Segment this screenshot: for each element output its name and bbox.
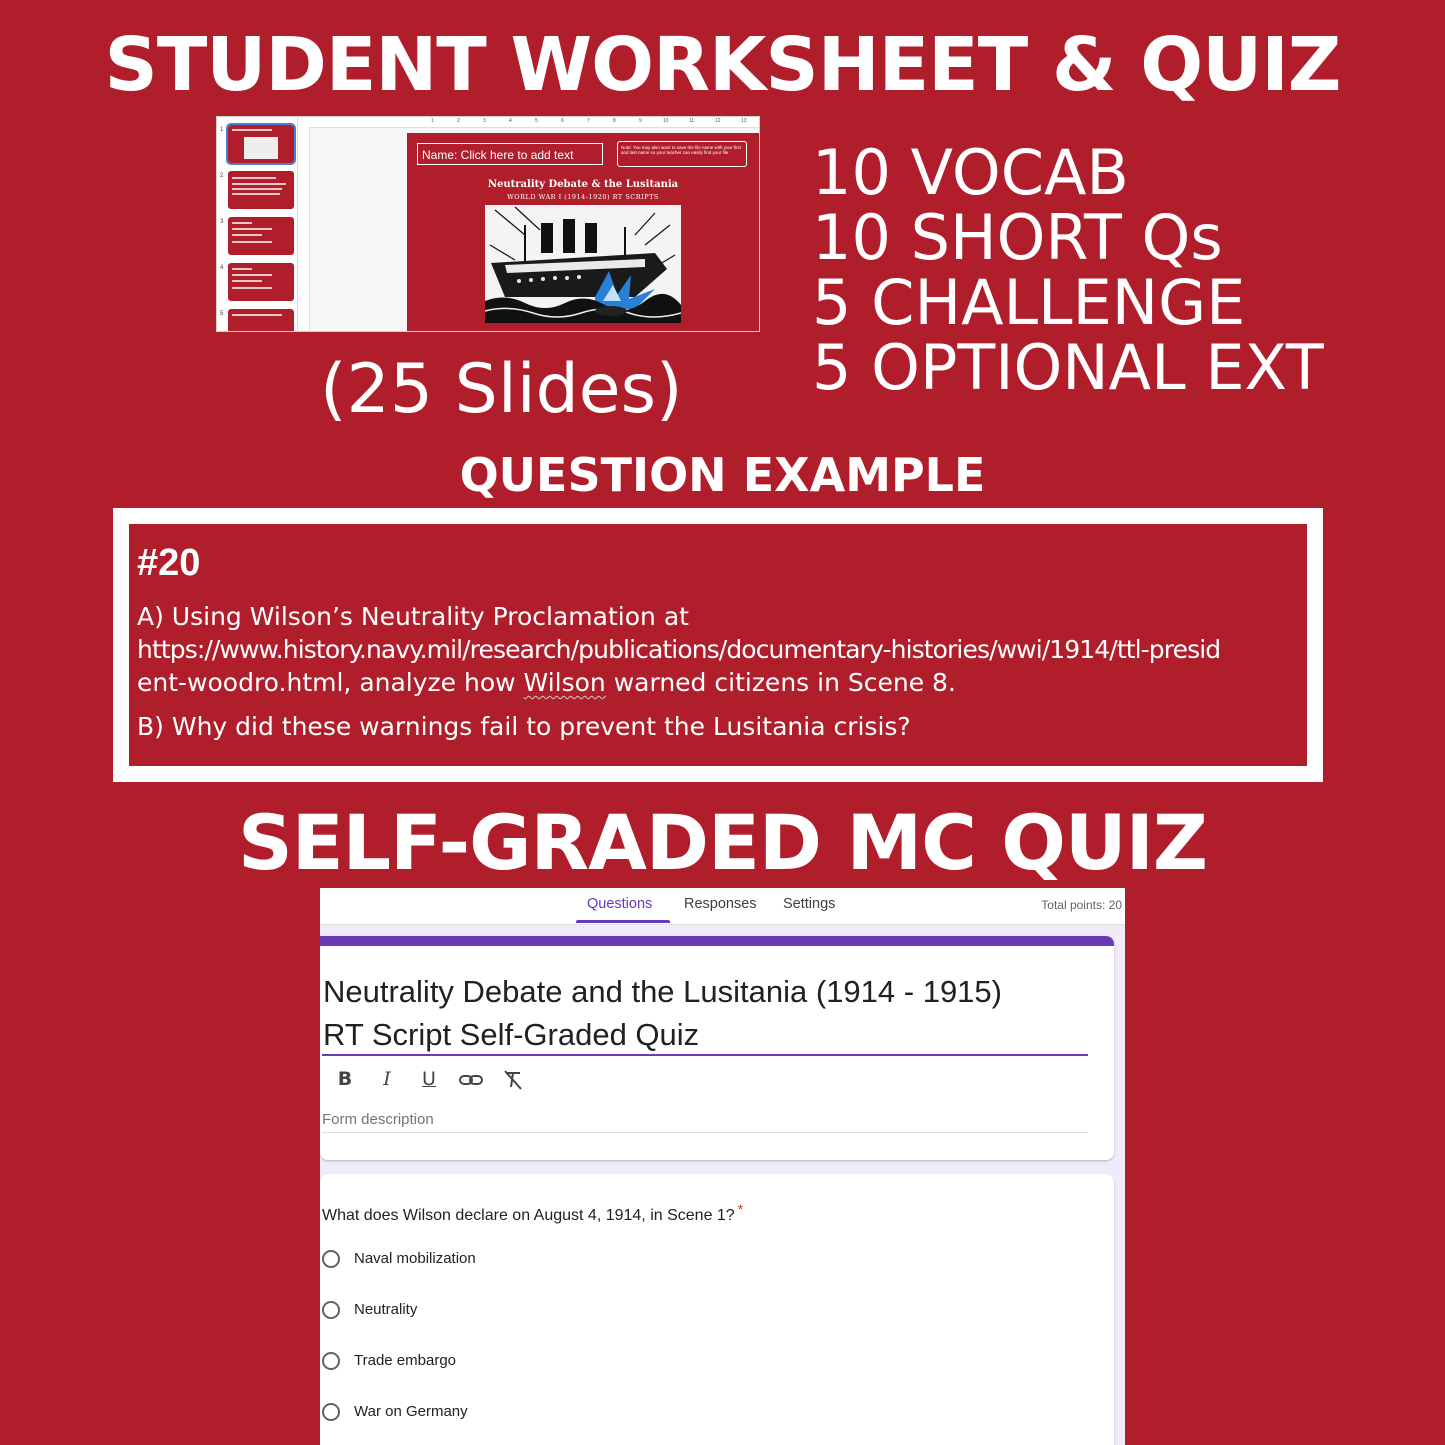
stat-optional-extension: 5 OPTIONAL EXT [812, 331, 1324, 404]
slide-thumbnail[interactable] [228, 309, 294, 332]
slide-thumbnail[interactable] [228, 125, 294, 163]
question-example-box [113, 508, 1323, 782]
form-tab-bar [320, 888, 1125, 925]
stat-vocab: 10 VOCAB [812, 136, 1129, 209]
headline-question-example: QUESTION EXAMPLE [459, 448, 986, 502]
headline-worksheet-quiz: STUDENT WORKSHEET & QUIZ [104, 22, 1341, 108]
spellcheck-word: Wilson [523, 668, 606, 697]
ship-illustration [485, 205, 681, 323]
radio-icon[interactable] [322, 1403, 340, 1421]
form-description-field[interactable]: Form description [322, 1111, 434, 1128]
italic-icon[interactable]: I [383, 1068, 391, 1090]
question-part-a-line1: A) Using Wilson’s Neutrality Proclamation at [137, 602, 689, 631]
vertical-ruler [299, 127, 310, 331]
tab-questions[interactable]: Questions [587, 896, 653, 912]
slide-thumbnail[interactable] [228, 263, 294, 301]
question-part-a-url: https://www.history.navy.mil/research/publications/documentary-histories/wwi/1914/ttl-presid [137, 635, 1221, 664]
total-points: Total points: 20 [1041, 898, 1122, 912]
slide-title: Neutrality Debate & the Lusitania [487, 179, 679, 190]
clear-format-icon[interactable] [502, 1068, 524, 1092]
thumbnail-number: 2 [220, 173, 224, 179]
link-icon[interactable] [458, 1068, 484, 1092]
title-focus-underline [322, 1054, 1088, 1056]
thumbnail-number: 1 [220, 127, 224, 133]
bold-icon[interactable]: B [337, 1068, 353, 1090]
save-note-box: Note: You may also want to save the file name with your first and last name so your teacher can easily find your file [617, 141, 747, 167]
underline-icon[interactable]: U [422, 1068, 436, 1090]
required-mark: * [737, 1201, 744, 1217]
question-part-a-line3: ent-woodro.html, analyze how Wilson warned citizens in Scene 8. [137, 668, 956, 697]
question-card: What does Wilson declare on August 4, 1914, in Scene 1? * Naval mobilization Neutrality Trade embargo War on Germany [320, 1174, 1114, 1445]
radio-icon[interactable] [322, 1250, 340, 1268]
question-title[interactable]: What does Wilson declare on August 4, 1914, in Scene 1? * [322, 1201, 744, 1224]
tab-settings[interactable]: Settings [783, 896, 836, 912]
slide-thumbnail[interactable] [228, 217, 294, 255]
stat-short-questions: 10 SHORT Qs [812, 201, 1223, 274]
slides-editor-preview [216, 116, 760, 332]
slide-thumbnail[interactable] [228, 171, 294, 209]
slide-canvas [407, 133, 759, 331]
form-title-card [320, 936, 1114, 1160]
name-text-box[interactable]: Name: Click here to add text [417, 143, 603, 165]
slides-count-label: (25 Slides) [320, 350, 683, 429]
active-tab-indicator [576, 920, 670, 923]
question-part-b: B) Why did these warnings fail to prevent the Lusitania crisis? [137, 712, 911, 741]
thumbnail-number: 3 [220, 219, 224, 225]
tab-responses[interactable]: Responses [684, 896, 757, 912]
thumbnail-number: 4 [220, 265, 224, 271]
radio-icon[interactable] [322, 1352, 340, 1370]
google-form-editor [320, 888, 1125, 1445]
stat-challenge: 5 CHALLENGE [812, 266, 1246, 339]
slide-thumbnail-panel [217, 117, 298, 332]
question-number: #20 [137, 542, 201, 584]
description-underline [322, 1132, 1088, 1133]
thumbnail-number: 5 [220, 311, 224, 317]
radio-icon[interactable] [322, 1301, 340, 1319]
form-title[interactable]: Neutrality Debate and the Lusitania (1914 - 1915) RT Script Self-Graded Quiz [323, 974, 1002, 1052]
content-stats-list [812, 136, 1324, 404]
headline-self-graded-quiz: SELF-GRADED MC QUIZ [237, 798, 1208, 887]
slide-subtitle: WORLD WAR I (1914-1920) RT SCRIPTS [507, 193, 659, 201]
horizontal-ruler: 1 2 3 4 5 6 7 8 9 10 11 12 13 [299, 117, 759, 128]
